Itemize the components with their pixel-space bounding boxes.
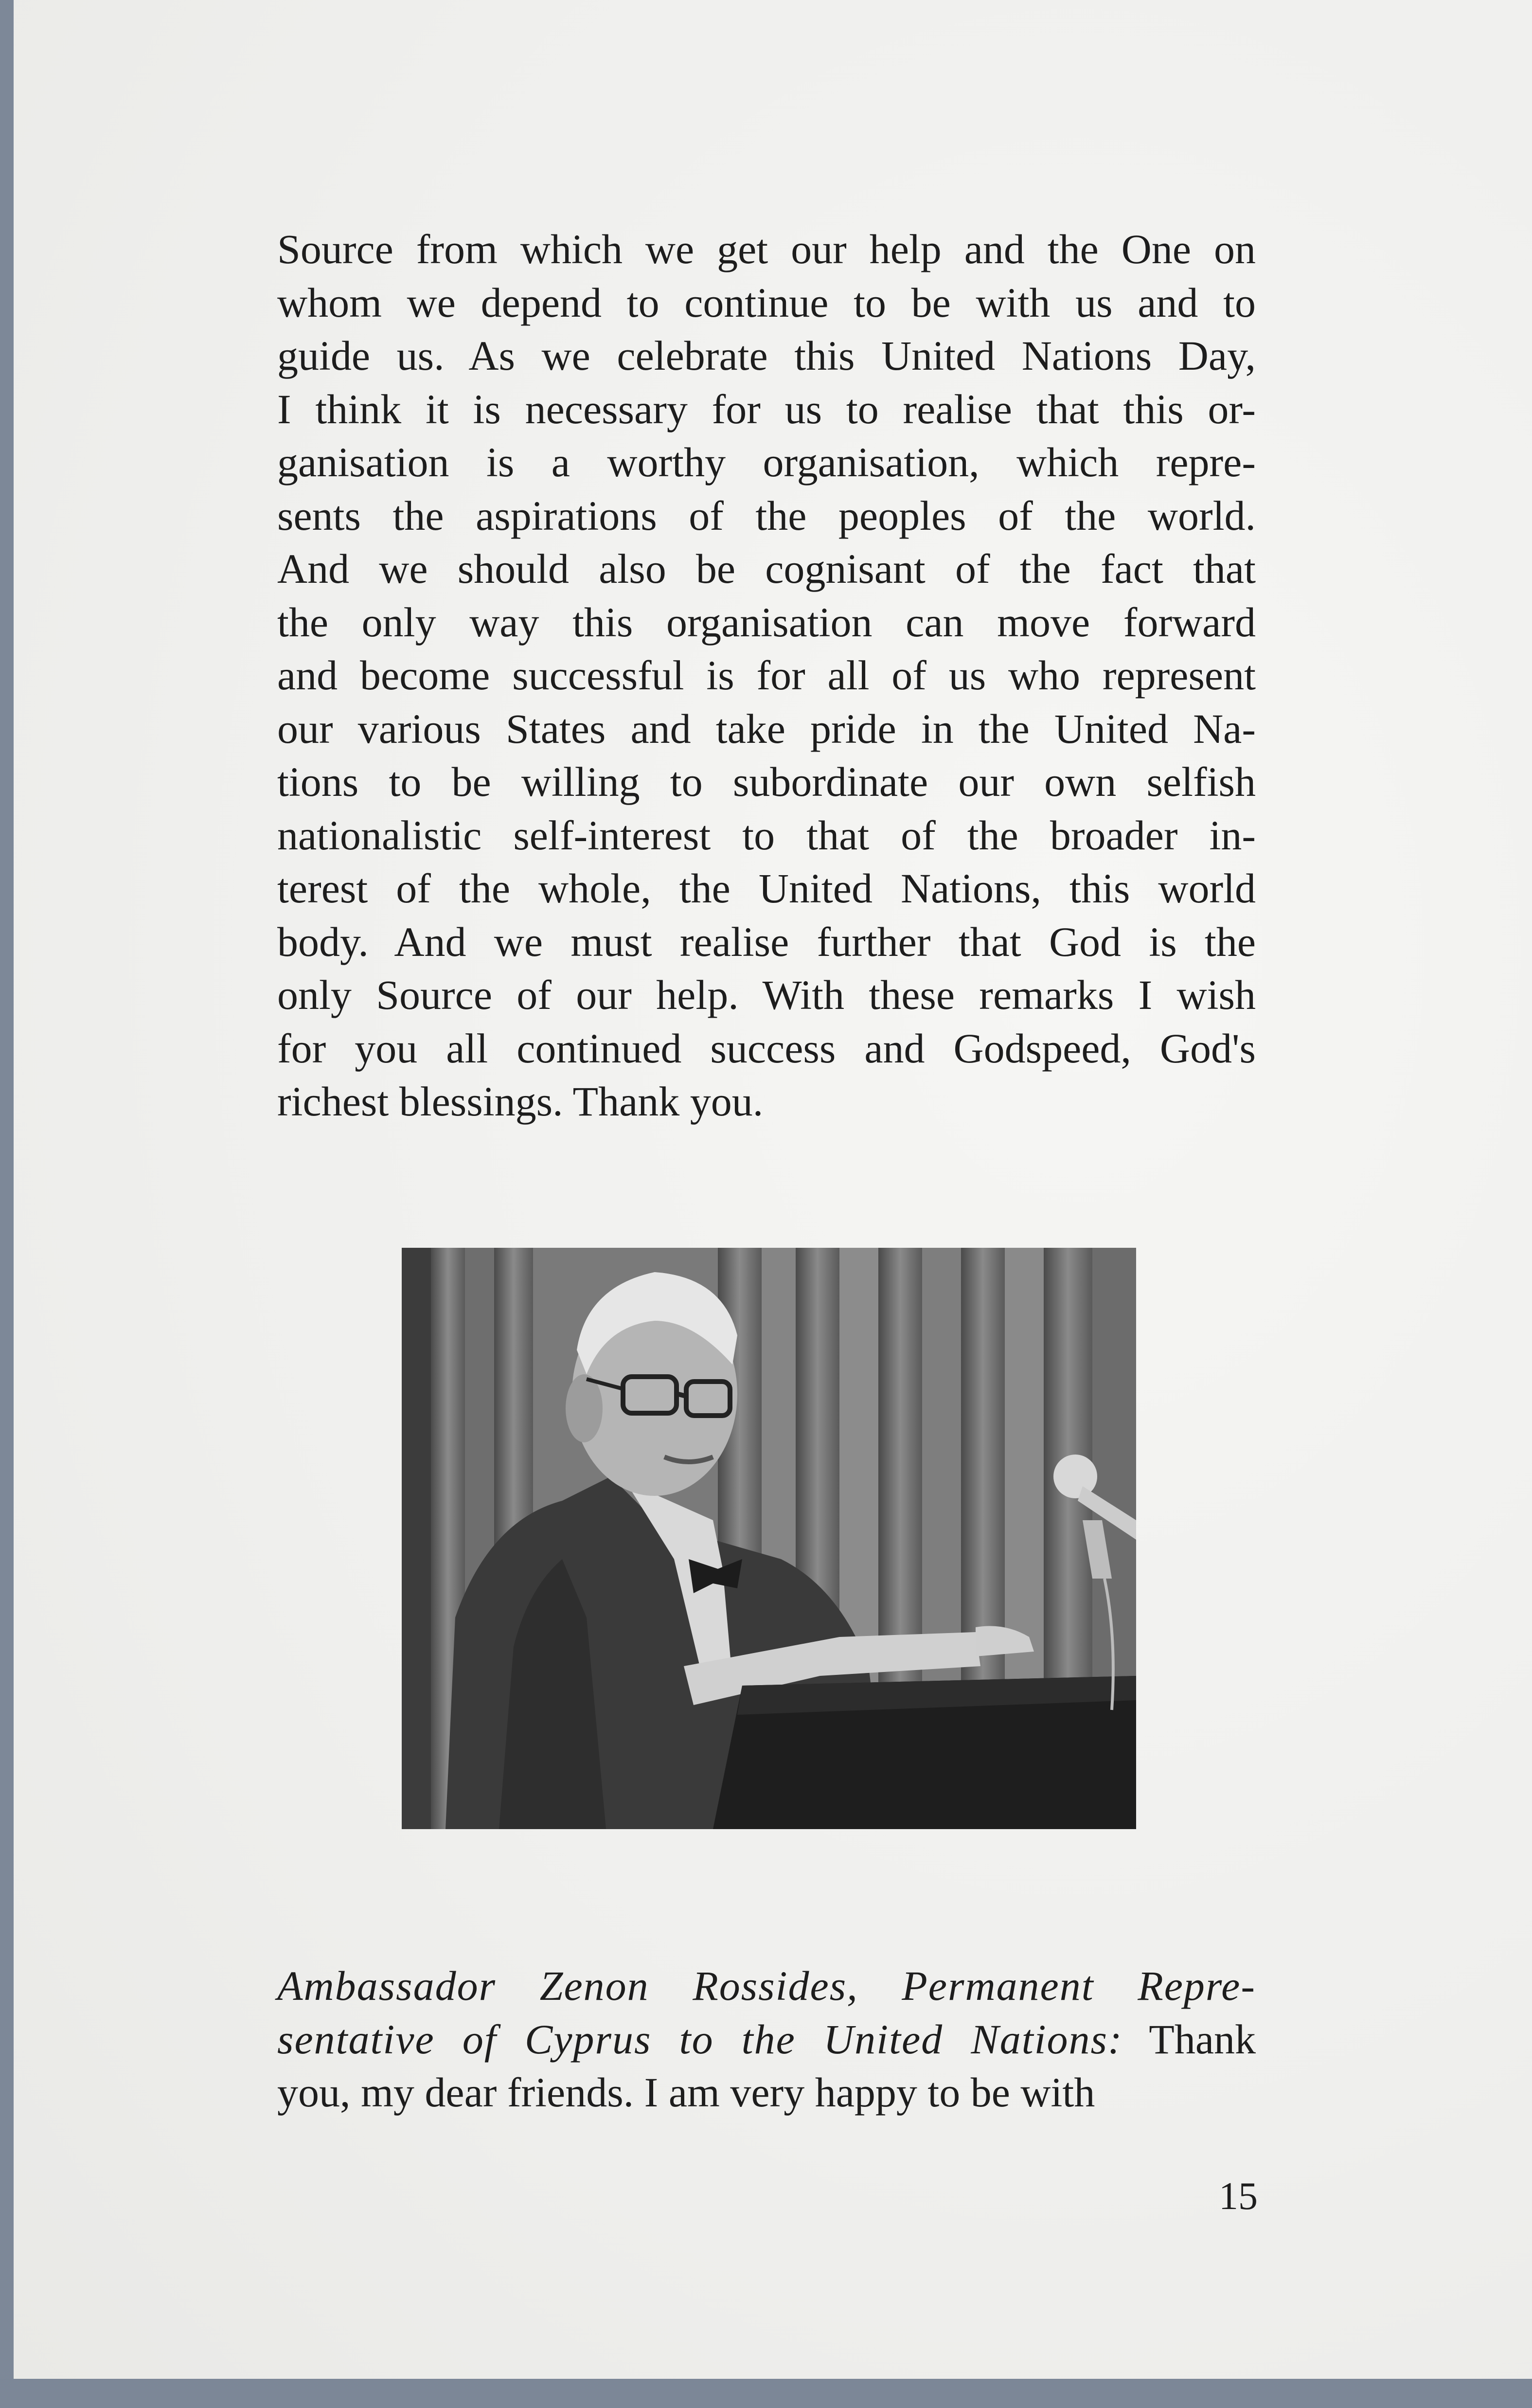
speaker-title: sentative of Cyprus to the United Nations: <box>277 2015 1123 2063</box>
speaker-photo <box>402 1248 1136 1829</box>
text-line: and become successful is for all of us who represent <box>277 652 1256 699</box>
text-line: whom we depend to continue to be with us and to <box>277 279 1256 326</box>
text-line: sents the aspirations of the peoples of the world. <box>277 492 1256 539</box>
text-line: nationalistic self-interest to that of the broader in- <box>277 811 1256 859</box>
text-line: richest blessings. Thank you. <box>277 1078 764 1125</box>
page-number: 15 <box>1219 2175 1258 2218</box>
text-line: the only way this organisation can move forward <box>277 598 1256 646</box>
text-line: Source from which we get our help and the One on <box>277 226 1256 272</box>
text-line: And we should also be cognisant of the fact that <box>277 545 1256 592</box>
text-line: our various States and take pride in the United Na- <box>277 705 1256 752</box>
speech-text: Thank <box>1122 2015 1256 2063</box>
text-line: for you all continued success and Godspeed, God's <box>277 1024 1256 1072</box>
speaker-name: Ambassador Zenon Rossides, Permanent Repre- <box>277 1962 1256 2009</box>
text-line: terest of the whole, the United Nations, this world <box>277 865 1256 912</box>
text-line: I think it is necessary for us to realise that this or- <box>277 385 1256 432</box>
book-page <box>14 0 1532 2381</box>
caption-line-3: you, my dear friends. I am very happy to be with <box>277 2069 1095 2116</box>
text-line: tions to be willing to subordinate our own selfish <box>277 758 1256 805</box>
caption-line-1 <box>277 1959 1256 2013</box>
text-line: ganisation is a worthy organisation, which repre- <box>277 439 1256 485</box>
text-line: only Source of our help. With these remarks I wish <box>277 971 1256 1018</box>
caption-line-2 <box>277 2013 1256 2067</box>
scan-border-bottom <box>0 2379 1532 2408</box>
body-paragraph <box>277 223 1256 1129</box>
caption-paragraph <box>277 1959 1256 2120</box>
text-line: guide us. As we celebrate this United Nations Day, <box>277 332 1256 379</box>
text-line: body. And we must realise further that God is the <box>277 918 1256 965</box>
